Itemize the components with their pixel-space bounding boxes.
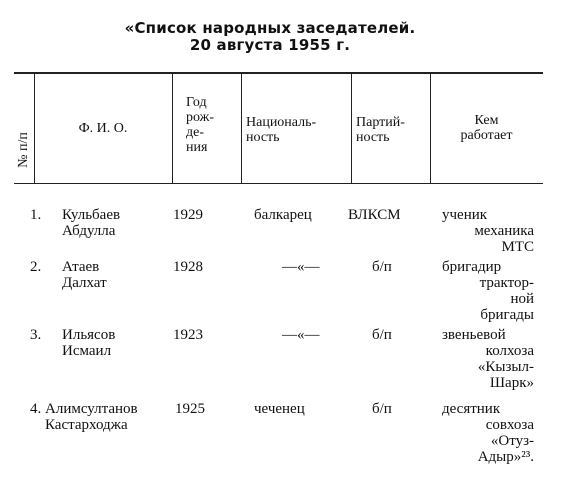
row-number: 3. — [30, 327, 42, 343]
header-year-line: Год — [186, 95, 207, 110]
row-work-line: колхоза — [485, 343, 534, 359]
header-party-line: Партий- — [356, 115, 405, 130]
row-work-line: «Отуз- — [490, 433, 534, 449]
row-name-line: Ильясов — [62, 327, 116, 343]
row-work-line: бригадир — [442, 259, 502, 275]
header-nationality-line: ность — [246, 130, 280, 145]
row-work — [420, 327, 534, 391]
header-nationality-line: Националь- — [246, 115, 317, 130]
row-work-line: ной — [510, 291, 534, 307]
row-year: 1929 — [173, 207, 203, 223]
row-number: 4. — [30, 401, 42, 417]
header-nationality — [246, 115, 316, 145]
row-year: 1928 — [173, 259, 203, 275]
row-name-line: Абдулла — [62, 223, 116, 239]
header-work-line: Кем — [474, 113, 499, 128]
header-party — [356, 115, 405, 145]
row-name — [45, 401, 138, 433]
row-name-line: Кульбаев — [62, 207, 121, 223]
row-party: ВЛКСМ — [348, 207, 401, 223]
row-party: б/п — [372, 327, 392, 343]
row-work-line: трактор- — [479, 275, 534, 291]
row-nationality: балкарец — [254, 207, 312, 223]
header-year-line: рож- — [186, 110, 214, 125]
row-nationality: чеченец — [254, 401, 305, 417]
column-divider — [172, 73, 173, 184]
row-nationality: —«— — [282, 259, 320, 275]
row-work-line: механика — [474, 223, 534, 239]
header-year — [186, 95, 214, 155]
row-name-line: Алимсултанов — [45, 401, 138, 417]
row-work — [420, 401, 534, 465]
row-nationality: —«— — [282, 327, 320, 343]
column-divider — [351, 73, 352, 184]
row-work-line: Шарк» — [489, 375, 534, 391]
header-number: № п/п — [16, 132, 31, 168]
row-work-line: десятник — [442, 401, 501, 417]
table-top-rule — [14, 72, 543, 74]
row-work-line: МТС — [501, 239, 534, 255]
row-work-line: ученик — [442, 207, 488, 223]
row-name-line: Далхат — [62, 275, 107, 291]
header-year-line: де- — [186, 125, 204, 140]
row-work-line: бригады — [480, 307, 534, 323]
row-number: 2. — [30, 259, 42, 275]
title-line-2: 20 августа 1955 г. — [189, 36, 351, 54]
row-name-line: Атаев — [62, 259, 100, 275]
row-work-line: «Кызыл- — [477, 359, 534, 375]
row-work-line: Адыр»²³. — [477, 449, 534, 465]
row-name — [62, 207, 120, 239]
document-title — [120, 20, 420, 54]
row-number: 1. — [30, 207, 42, 223]
row-work-line: звеньевой — [442, 327, 506, 343]
title-line-1: «Список народных заседателей. — [124, 19, 416, 37]
row-name-line: Исмаил — [62, 343, 112, 359]
header-work — [430, 113, 543, 143]
row-year: 1923 — [173, 327, 203, 343]
row-work — [420, 259, 534, 323]
header-fio: Ф. И. О. — [78, 121, 128, 136]
row-work — [420, 207, 534, 255]
row-name — [62, 259, 107, 291]
row-name-line: Кастарходжа — [45, 417, 128, 433]
row-party: б/п — [372, 401, 392, 417]
row-name — [62, 327, 115, 359]
row-work-line: совхоза — [485, 417, 534, 433]
header-party-line: ность — [356, 130, 390, 145]
row-year: 1925 — [175, 401, 205, 417]
header-work-line: работает — [460, 128, 513, 143]
header-year-line: ния — [186, 140, 208, 155]
row-party: б/п — [372, 259, 392, 275]
column-divider — [241, 73, 242, 184]
header-bottom-rule — [14, 183, 543, 184]
